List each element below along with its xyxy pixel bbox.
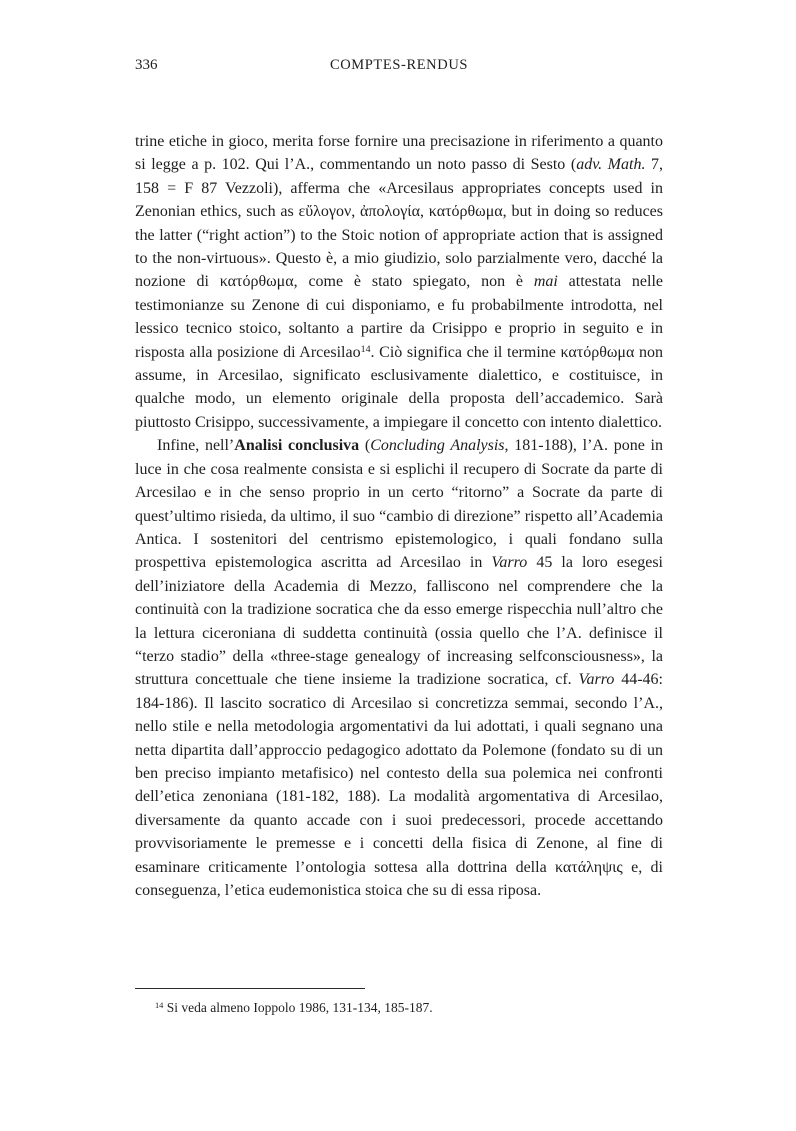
footnote-rule [135, 988, 365, 989]
footnote-area [135, 988, 663, 1017]
page-number: 336 [135, 57, 158, 73]
footnote-text: $^{14}$ Si veda almeno Ioppolo 1986, 131-134, 185-187. [155, 1000, 433, 1015]
paragraph-continuation: trine etiche in gioco, merita forse fornire una precisazione in riferimento a quanto si legge a p. 102. Qui l’A., commentando un noto passo di Sesto (adv. Math. 7, 158 = F 87 Vezzoli), afferma che «Arcesilaus appropriates concepts used in Zenonian ethics, such as εὔλογον, ἀπολογία, κατόρθωμα, but in doing so reduces the latter (“right action”) to the Stoic notion of appropriate action that is assigned to the non-virtuous». Questo è, a mio giudizio, solo parzialmente vero, dacché la nozione di κατόρθωμα, come è stato spiegato, non è mai attestata nelle testimonianze su Zenone di cui disponiamo, e fu probabilmente introdotta, nel lessico tecnico stoico, soltanto a partire da Crisippo e proprio in seguito e in risposta alla posizione di Arcesilao$^{14}$. Ciò significa che il termine κατόρθωμα non assume, in Arcesilao, significato esclusivamente dialettico, e costituisce, in qualche modo, un elemento originale della proposta dell’accademico. Sarà piuttosto Crisippo, successivamente, a impiegare il concetto con intento dialettico. [135, 133, 664, 431]
paragraph-concluding-analysis: Infine, nell’Analisi conclusiva (Concluding Analysis, 181-188), l’A. pone in luce in che cosa realmente consista e si esplichi il recupero di Socrate da parte di Arcesilao e in che senso proprio in un certo “ritorno” a Socrate da parte di quest’ultimo risieda, da ultimo, il suo “cambio di direzione” rispetto all’Academia Antica. I sostenitori del centrismo epistemologico, i quali fondano sulla prospettiva epistemologica ascritta ad Arcesilao in Varro 45 la loro esegesi dell’iniziatore della Academia di Mezzo, falliscono nel comprendere che la continuità con la tradizione socratica che da esso emerge rispecchia null’altro che la lettura ciceroniana di suddetta continuità (ossia quello che l’A. definisce il “terzo stadio” della «three-stage genealogy of increasing selfconsciousness», la struttura concettuale che tiene insieme la tradizione socratica, cf. Varro 44-46: 184-186). Il lascito socratico di Arcesilao si concretizza semmai, secondo l’A., nello stile e nella metodologia argomentativi da lui adottati, i quali segnano una netta dipartita dall’approccio pedagogico adottato da Polemone (fondato su di un ben preciso impianto metafisico) nel contesto della sua polemica nei confronti dell’etica zenoniana (181-182, 188). La modalità argomentativa di Arcesilao, diversamente da quanto accade con i suoi predecessori, procede accettando provvisoriamente le premesse e i concetti della fisica di Zenone, al fine di esaminare criticamente l’ontologia sottesa alla dottrina della κατάληψις e, di conseguenza, l’etica eudemonistica stoica che su di essa riposa. [135, 437, 663, 899]
page-header [135, 57, 663, 79]
running-header: COMPTES-RENDUS [329, 57, 469, 73]
body-text [135, 130, 663, 902]
